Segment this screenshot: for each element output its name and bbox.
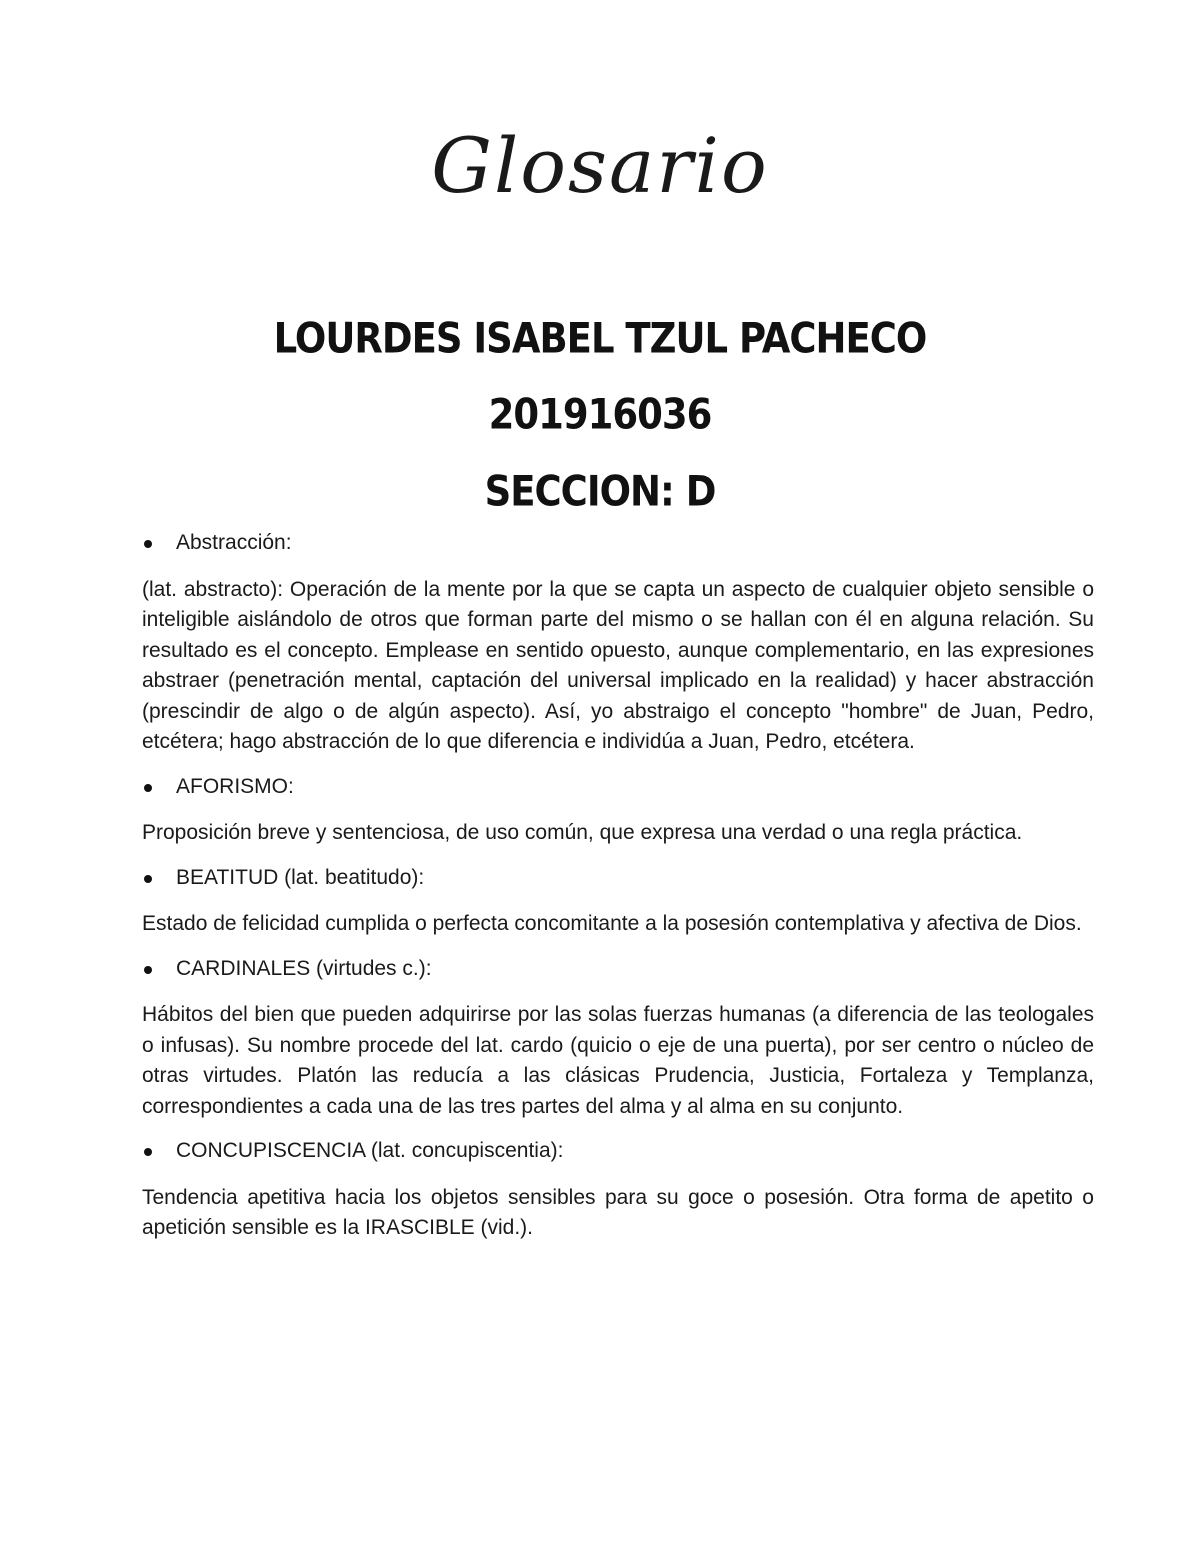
glossary-term-label: CONCUPISCENCIA (lat. concupiscentia): (176, 1139, 564, 1162)
bullet-icon (144, 784, 152, 792)
glossary-list (142, 528, 1094, 1258)
glossary-definition: (lat. abstracto): Operación de la mente por la que se capta un aspecto de cualquier objeto sensible o inteligible aislándolo de otros que forman parte del mismo o se hallan con él en alguna relación. Su resultado es el concepto. Emplease en sentido opuesto, aunque complementario, en las expresiones abstraer (penetración mental, captación del universal implicado en la realidad) y hacer abstracción (prescindir de algo o de algún aspecto). Así, yo abstraigo el concepto "hombre" de Juan, Pedro, etcétera; hago abstracción de lo que diferencia e individúa a Juan, Pedro, etcétera. (142, 577, 1094, 753)
glossary-term-label: AFORISMO: (176, 774, 294, 798)
bullet-icon (144, 540, 152, 548)
glossary-definition: Estado de felicidad cumplida o perfecta concomitante a la posesión contemplativa y afectiva de Dios. (142, 912, 1082, 935)
bullet-icon (144, 1148, 152, 1156)
bullet-icon (144, 966, 152, 974)
glossary-definition: Hábitos del bien que pueden adquirirse por las solas fuerzas humanas (a diferencia de las teologales o infusas). Su nombre procede del lat. cardo (quicio o eje de una puerta), por ser centro o núcleo de otras virtudes. Platón las reducía a las clásicas Prudencia, Justicia, Fortaleza y Templanza, correspondientes a cada una de las tres partes del alma y al alma en su conjunto. (142, 1003, 1094, 1118)
glossary-term (142, 1136, 1094, 1167)
student-id: 201916036 (488, 390, 712, 439)
glossary-term (142, 863, 1094, 894)
glossary-definition: Tendencia apetitiva hacia los objetos sensibles para su goce o posesión. Otra forma de apetito o apetición sensible es la IRASCIBLE (vid.). (142, 1185, 1094, 1239)
section-label: SECCION: D (484, 467, 716, 516)
glossary-term (142, 772, 1094, 803)
glossary-term (142, 954, 1094, 985)
glossary-term-label: BEATITUD (lat. beatitudo): (176, 865, 425, 889)
bullet-icon (144, 875, 152, 883)
glossary-definition: Proposición breve y sentenciosa, de uso común, que expresa una verdad o una regla práctica. (142, 821, 1023, 844)
glossary-term (142, 528, 1094, 559)
document-title: Glosario (431, 121, 769, 210)
student-name: LOURDES ISABEL TZUL PACHECO (273, 314, 927, 363)
glossary-term-label: Abstracción: (176, 531, 292, 554)
glossary-term-label: CARDINALES (virtudes c.): (176, 956, 432, 980)
